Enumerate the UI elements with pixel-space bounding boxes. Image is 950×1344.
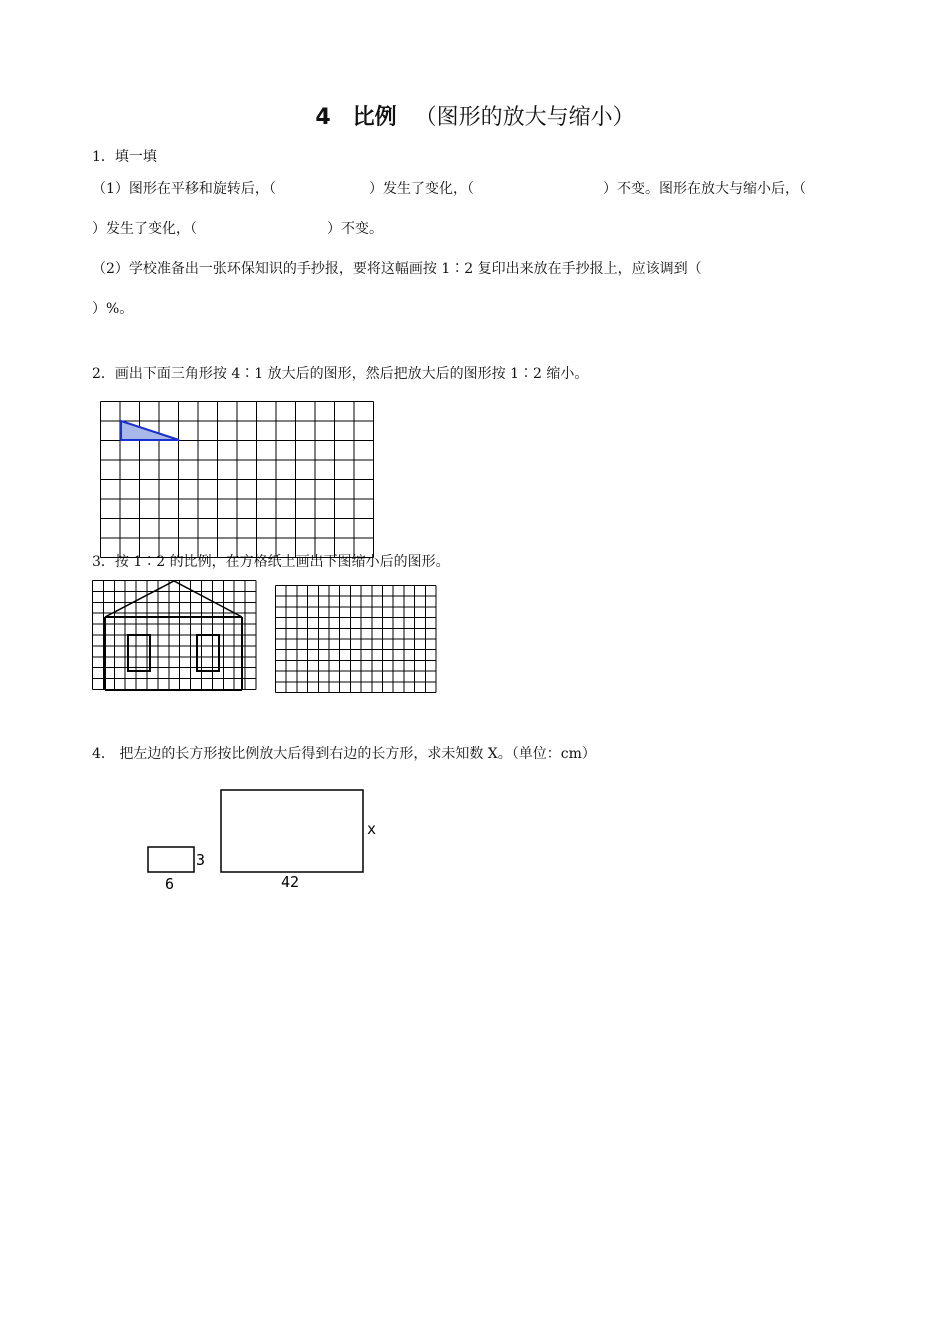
q3-empty-grid	[275, 585, 438, 692]
small-height-label: 3	[196, 851, 206, 869]
q1-p1-line2-b: ）不变。	[327, 221, 383, 237]
q4-text: 4． 把左边的长方形按比例放大后得到右边的长方形，求未知数 X。（单位：cm）	[92, 746, 596, 762]
large-height-label: x	[367, 820, 377, 838]
q1-p2-line2: ）%。	[92, 301, 134, 317]
q1-p1-line2-a: ）发生了变化，（	[92, 221, 197, 237]
small-rectangle	[148, 847, 194, 872]
q3-text: 3．按 1∶2 的比例，在方格纸上画出下图缩小后的图形。	[92, 554, 450, 570]
page-title	[0, 100, 950, 131]
large-width-label: 42	[281, 873, 300, 891]
q1-p1-line1-b: ）发生了变化，（	[369, 181, 474, 197]
title-number: 4	[315, 105, 331, 130]
q3-house-grid	[92, 580, 256, 692]
triangle-shape	[121, 421, 179, 440]
q2-grid	[100, 401, 376, 561]
title-main: 比例	[352, 105, 397, 130]
q1-p1-line1-a: （1）图形在平移和旋转后，（	[92, 181, 276, 197]
q2-text: 2．画出下面三角形按 4∶1 放大后的图形，然后把放大后的图形按 1∶2 缩小。	[92, 366, 589, 382]
q1-heading: 1．填一填	[92, 149, 157, 165]
q1-p2-line1: （2）学校准备出一张环保知识的手抄报，要将这幅画按 1∶2 复印出来放在手抄报上，应该调到（	[92, 261, 702, 277]
small-width-label: 6	[165, 875, 175, 893]
title-subtitle: （图形的放大与缩小）	[414, 105, 635, 130]
q4-figure	[140, 785, 400, 900]
q1-p1-line1-c: ）不变。图形在放大与缩小后，（	[603, 181, 806, 197]
large-rectangle	[221, 790, 363, 872]
